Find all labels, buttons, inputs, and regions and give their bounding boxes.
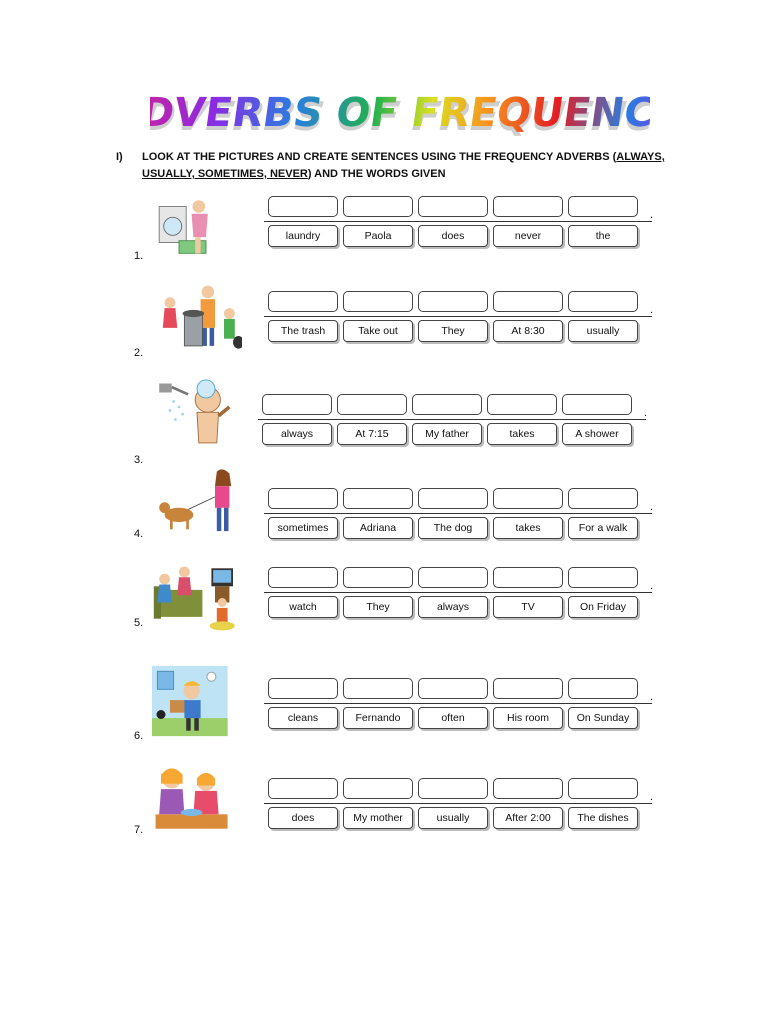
word-tile[interactable]: does [418, 225, 488, 247]
word-tile[interactable]: TV [493, 596, 563, 618]
answer-slot-3[interactable] [412, 394, 482, 415]
word-tile[interactable]: After 2:00 [493, 807, 563, 829]
exercise-number: 6. [134, 730, 144, 742]
word-tile[interactable]: Fernando [343, 707, 413, 729]
answer-slot-5[interactable] [568, 778, 638, 799]
dishes-picture [152, 760, 242, 838]
answer-slot-2[interactable] [343, 678, 413, 699]
answer-slot-3[interactable] [418, 291, 488, 312]
exercise-number: 1. [134, 250, 144, 262]
answer-slot-1[interactable] [268, 196, 338, 217]
exercise-number: 4. [134, 528, 144, 540]
word-tile[interactable]: Take out [343, 320, 413, 342]
adverb-list: ALWAYS, USUALLY, SOMETIMES, NEVER [142, 151, 665, 180]
section-number: I) [116, 151, 123, 163]
exercise-number: 3. [134, 454, 144, 466]
answer-slot-1[interactable] [268, 678, 338, 699]
answer-slot-3[interactable] [418, 196, 488, 217]
answer-slot-3[interactable] [418, 778, 488, 799]
sentence-line [264, 513, 652, 514]
answer-slots [268, 678, 638, 700]
answer-slot-5[interactable] [568, 567, 638, 588]
exercise-number: 7. [134, 824, 144, 836]
answer-slot-3[interactable] [418, 488, 488, 509]
sentence-period: . [650, 691, 654, 703]
instruction-text: LOOK AT THE PICTURES AND CREATE SENTENCES USING THE FREQUENCY ADVERBS (ALWAYS, USUALLY, SOMETIMES, NEVER) AND THE WORDS GIVEN [142, 151, 665, 180]
sentence-line [264, 803, 652, 804]
answer-slot-4[interactable] [493, 678, 563, 699]
answer-slots [268, 488, 638, 510]
exercise-4 [0, 482, 768, 572]
answer-slots [268, 291, 638, 313]
word-tile[interactable]: always [418, 596, 488, 618]
answer-slot-1[interactable] [268, 488, 338, 509]
sentence-line [264, 316, 652, 317]
answer-slot-1[interactable] [268, 778, 338, 799]
sentence-line [264, 221, 652, 222]
sentence-period: . [644, 407, 648, 419]
answer-slot-5[interactable] [568, 488, 638, 509]
word-bank [262, 423, 632, 447]
word-tile[interactable]: usually [418, 807, 488, 829]
word-tile[interactable]: My mother [343, 807, 413, 829]
word-tile[interactable]: A shower [562, 423, 632, 445]
shower-picture [152, 376, 242, 454]
sentence-line [264, 703, 652, 704]
sentence-period: . [650, 580, 654, 592]
exercise-number: 2. [134, 347, 144, 359]
exercise-7 [0, 772, 768, 862]
sentence-period: . [650, 209, 654, 221]
answer-slot-4[interactable] [493, 196, 563, 217]
answer-slot-2[interactable] [343, 196, 413, 217]
word-tile[interactable]: The trash [268, 320, 338, 342]
word-bank [268, 707, 638, 731]
sentence-line [264, 592, 652, 593]
exercise-number: 5. [134, 617, 144, 629]
word-bank [268, 320, 638, 344]
exercise-2 [0, 285, 768, 375]
tv-family-picture [152, 559, 242, 637]
answer-slot-1[interactable] [262, 394, 332, 415]
word-tile[interactable]: Adriana [343, 517, 413, 539]
word-tile[interactable]: sometimes [268, 517, 338, 539]
sentence-line [258, 419, 646, 420]
answer-slots [268, 778, 638, 800]
word-tile[interactable]: laundry [268, 225, 338, 247]
answer-slots [268, 196, 638, 218]
answer-slot-2[interactable] [343, 291, 413, 312]
word-bank [268, 596, 638, 620]
answer-slot-4[interactable] [487, 394, 557, 415]
word-tile[interactable]: For a walk [568, 517, 638, 539]
answer-slot-4[interactable] [493, 778, 563, 799]
cleaning-room-picture [152, 662, 242, 740]
answer-slot-3[interactable] [418, 678, 488, 699]
word-tile[interactable]: The dishes [568, 807, 638, 829]
sentence-period: . [650, 304, 654, 316]
answer-slot-1[interactable] [268, 567, 338, 588]
word-tile[interactable]: The dog [418, 517, 488, 539]
answer-slots [268, 567, 638, 589]
word-tile[interactable]: On Friday [568, 596, 638, 618]
answer-slot-2[interactable] [343, 567, 413, 588]
word-tile[interactable]: cleans [268, 707, 338, 729]
laundry-picture [152, 190, 242, 268]
answer-slot-5[interactable] [568, 678, 638, 699]
exercise-3 [0, 388, 768, 478]
word-tile[interactable]: On Sunday [568, 707, 638, 729]
answer-slot-5[interactable] [568, 291, 638, 312]
word-bank [268, 517, 638, 541]
word-tile[interactable]: often [418, 707, 488, 729]
title-text: ADVERBS OF FREQUENCY [150, 90, 650, 136]
word-tile[interactable]: takes [487, 423, 557, 445]
trash-picture [152, 279, 242, 357]
exercise-1 [0, 190, 768, 280]
answer-slot-4[interactable] [493, 488, 563, 509]
dog-walk-picture [152, 466, 242, 544]
answer-slot-3[interactable] [418, 567, 488, 588]
word-tile[interactable]: usually [568, 320, 638, 342]
answer-slot-2[interactable] [337, 394, 407, 415]
word-tile[interactable]: They [418, 320, 488, 342]
worksheet-title [150, 86, 650, 138]
word-tile[interactable]: the [568, 225, 638, 247]
word-tile[interactable]: At 8:30 [493, 320, 563, 342]
word-bank [268, 225, 638, 249]
word-tile[interactable]: At 7:15 [337, 423, 407, 445]
answer-slot-2[interactable] [343, 778, 413, 799]
word-tile[interactable]: My father [412, 423, 482, 445]
svg-text:ADVERBS OF FREQUENCY: ADVERBS OF FREQUENCY [150, 94, 650, 138]
sentence-period: . [650, 791, 654, 803]
answer-slot-2[interactable] [343, 488, 413, 509]
answer-slot-4[interactable] [493, 567, 563, 588]
sentence-period: . [650, 501, 654, 513]
word-tile[interactable]: His room [493, 707, 563, 729]
word-tile[interactable]: Paola [343, 225, 413, 247]
word-tile[interactable]: does [268, 807, 338, 829]
word-tile[interactable]: never [493, 225, 563, 247]
word-bank [268, 807, 638, 831]
exercise-5 [0, 561, 768, 651]
word-tile[interactable]: They [343, 596, 413, 618]
word-tile[interactable]: watch [268, 596, 338, 618]
answer-slot-5[interactable] [568, 196, 638, 217]
title-wordart [150, 86, 650, 138]
answer-slot-5[interactable] [562, 394, 632, 415]
exercise-6 [0, 672, 768, 762]
answer-slots [262, 394, 632, 416]
word-tile[interactable]: always [262, 423, 332, 445]
answer-slot-1[interactable] [268, 291, 338, 312]
word-tile[interactable]: takes [493, 517, 563, 539]
answer-slot-4[interactable] [493, 291, 563, 312]
